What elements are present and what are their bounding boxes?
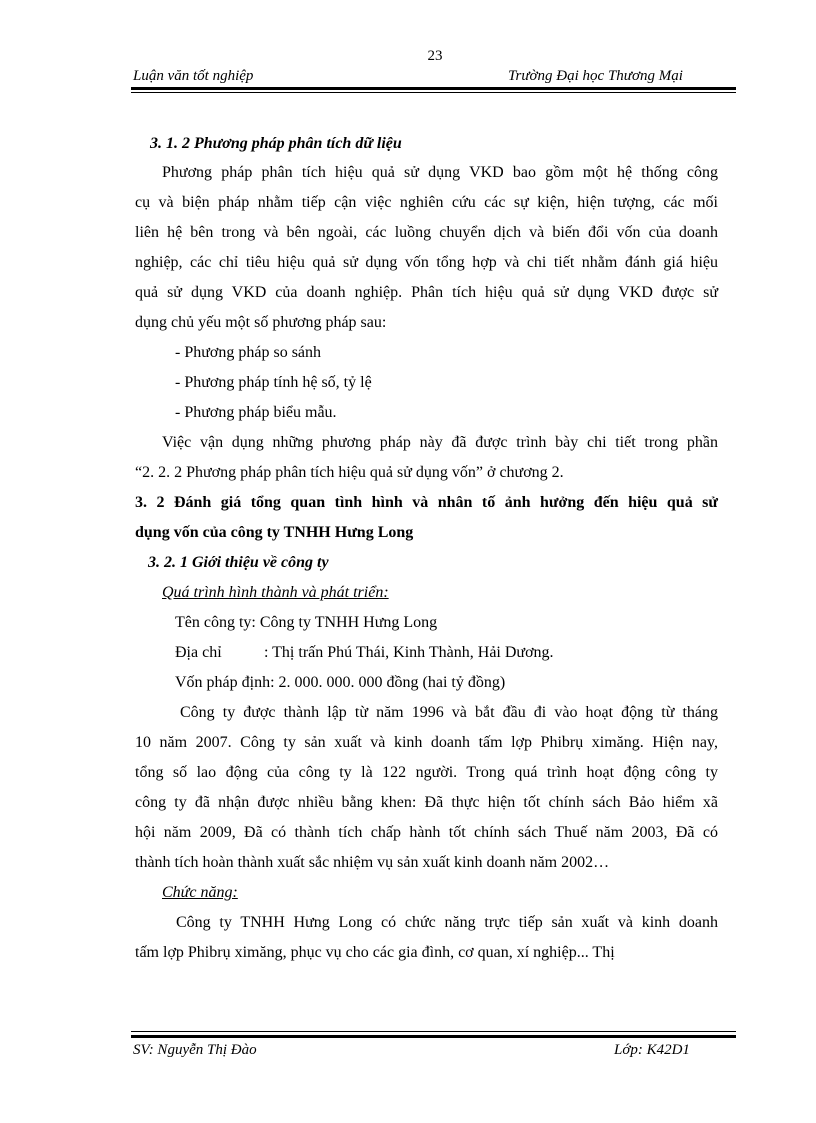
paragraph-line: Việc vận dụng những phương pháp này đã được trình bày chi tiết trong phần <box>162 434 718 451</box>
paragraph-line: Công ty TNHH Hưng Long có chức năng trực tiếp sản xuất và kinh doanh <box>176 914 718 931</box>
function-heading: Chức năng: <box>162 884 238 901</box>
footer-class: Lớp: K42D1 <box>614 1042 690 1058</box>
section-heading: 3. 1. 2 Phương pháp phân tích dữ liệu <box>150 135 402 152</box>
company-name: Tên công ty: Công ty TNHH Hưng Long <box>175 614 438 631</box>
list-item: - Phương pháp biểu mẫu. <box>175 404 337 421</box>
paragraph-line: 10 năm 2007. Công ty sản xuất và kinh doanh tấm lợp Phibrụ ximăng. Hiện nay, <box>135 734 718 751</box>
paragraph-line: cụ và biện pháp nhằm tiếp cận việc nghiên cứu các sự kiện, hiện tượng, các mối <box>135 194 718 211</box>
history-heading: Quá trình hình thành và phát triển: <box>162 584 389 601</box>
paragraph-line: nghiệp, các chỉ tiêu hiệu quả sử dụng vốn tổng hợp và chi tiết nhằm đánh giá hiệu <box>135 254 718 271</box>
paragraph-line: công ty đã nhận được nhiều bằng khen: Đã thực hiện tốt chính sách Bảo hiểm xã <box>135 794 718 811</box>
footer-rule-thick <box>131 1035 736 1038</box>
section-heading: dụng vốn của công ty TNHH Hưng Long <box>135 524 414 541</box>
subsection-heading: 3. 2. 1 Giới thiệu về công ty <box>148 554 329 571</box>
paragraph-line: hội năm 2009, Đã có thành tích chấp hành tốt chính sách Thuế năm 2003, Đã có <box>135 824 718 841</box>
paragraph-line: tổng số lao động của công ty là 122 người. Trong quá trình hoạt động công ty <box>135 764 718 781</box>
footer-student-name: SV: Nguyễn Thị Đào <box>133 1042 257 1058</box>
paragraph-line: thành tích hoàn thành xuất sắc nhiệm vụ sản xuất kinh doanh năm 2002… <box>135 854 610 871</box>
header-rule-thin <box>131 92 736 93</box>
footer-rule-thin <box>131 1031 736 1032</box>
address-value: : Thị trấn Phú Thái, Kinh Thành, Hải Dương. <box>264 644 554 661</box>
list-item: - Phương pháp so sánh <box>175 344 322 361</box>
list-item: - Phương pháp tính hệ số, tỷ lệ <box>175 374 372 391</box>
paragraph-line: tấm lợp Phibrụ ximăng, phục vụ cho các gia đình, cơ quan, xí nghiệp... Thị <box>135 944 615 961</box>
paragraph-line: dụng chủ yếu một số phương pháp sau: <box>135 314 387 331</box>
header-rule-thick <box>131 87 736 90</box>
address-label: Địa chỉ <box>175 644 222 661</box>
paragraph-line: “2. 2. 2 Phương pháp phân tích hiệu quả sử dụng vốn” ở chương 2. <box>135 464 564 481</box>
paragraph-line: quả sử dụng VKD của doanh nghiệp. Phân tích hiệu quả sử dụng VKD được sử <box>135 284 718 301</box>
paragraph-line: Phương pháp phân tích hiệu quả sử dụng VKD bao gồm một hệ thống công <box>162 164 718 181</box>
charter-capital: Vốn pháp định: 2. 000. 000. 000 đồng (hai tỷ đồng) <box>175 674 506 691</box>
header-thesis-label: Luận văn tốt nghiệp <box>133 68 254 84</box>
header-university-label: Trường Đại học Thương Mại <box>508 68 683 84</box>
paragraph-line: Công ty được thành lập từ năm 1996 và bắt đầu đi vào hoạt động từ tháng <box>180 704 718 721</box>
section-heading: 3. 2 Đánh giá tổng quan tình hình và nhân tố ảnh hưởng đến hiệu quả sử <box>135 494 718 511</box>
paragraph-line: liên hệ bên trong và bên ngoài, các luồng chuyển dịch và biến đổi vốn của doanh <box>135 224 718 241</box>
page-number: 23 <box>427 48 443 64</box>
